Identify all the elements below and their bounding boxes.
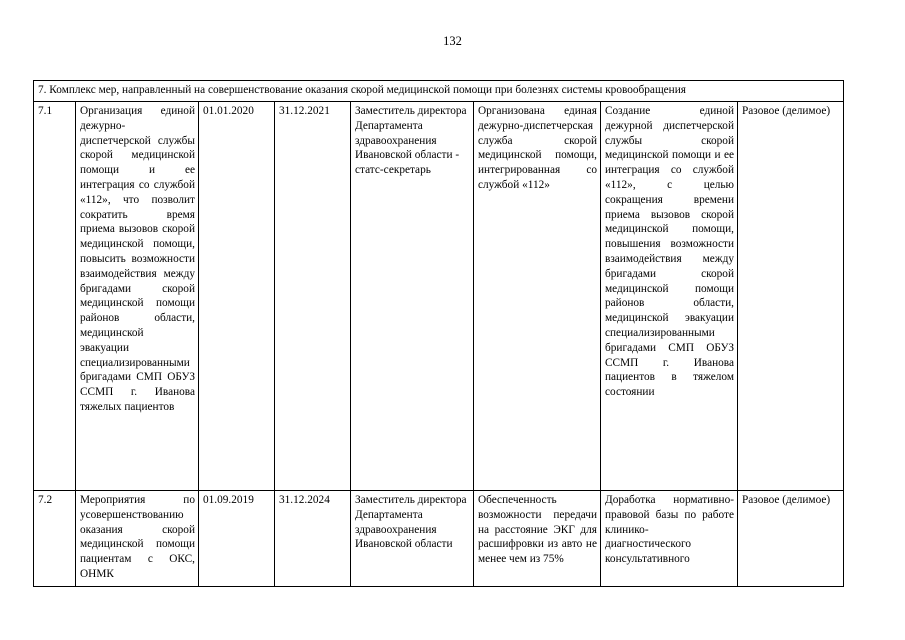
responsible-person: Заместитель директора Департамента здравоохранения Ивановской области (351, 491, 474, 587)
expected-result: Обеспеченность возможности передачи на расстояние ЭКГ для расшифровки из авто не менее чем из 75% (474, 491, 601, 587)
section-title: 7. Комплекс мер, направленный на совершенствование оказания скорой медицинской помощи при болезнях системы кровообращения (34, 81, 844, 102)
table-row (34, 102, 844, 491)
responsible-person: Заместитель директора Департамента здравоохранения Ивановской области - статс-секретарь (351, 102, 474, 491)
result-characteristic: Создание единой дежурной диспетчерской службы скорой медицинской помощи и ее интеграция со службой «112», с целью сокращения времени приема вызовов скорой медицинской помощи, повышения возможности взаимодействия между бригадами скорой медицинской помощи районов области, медицинской эвакуации специализированными бригадами СМП ОБУЗ ССМП г. Иванова пациентов в тяжелом состоянии (601, 102, 738, 491)
row-number: 7.2 (34, 491, 76, 587)
measure-type: Разовое (делимое) (738, 102, 844, 491)
table-row (34, 491, 844, 587)
result-characteristic: Доработка нормативно-правовой базы по работе клинико-диагностического консультативного (601, 491, 738, 587)
measure-name: Мероприятия по усовершенствованию оказания скорой медицинской помощи пациентам с ОКС, ОНМК (76, 491, 199, 587)
page-number: 132 (443, 34, 462, 48)
start-date: 01.01.2020 (199, 102, 275, 491)
end-date: 31.12.2024 (275, 491, 351, 587)
measure-name: Организация единой дежурно-диспетчерской службы скорой медицинской помощи и ее интеграция со службой «112», что позволит сократить время приема вызовов скорой медицинской помощи, повысить возможности взаимодействия между бригадами скорой медицинской помощи районов области, медицинской эвакуации специализированными бригадами СМП ОБУЗ ССМП г. Иванова тяжелых пациентов (76, 102, 199, 491)
section-header-row (34, 81, 844, 102)
end-date: 31.12.2021 (275, 102, 351, 491)
start-date: 01.09.2019 (199, 491, 275, 587)
action-plan-table (33, 80, 844, 587)
measure-type: Разовое (делимое) (738, 491, 844, 587)
expected-result: Организована единая дежурно-диспетчерская служба скорой медицинской помощи, интегрированная со службой «112» (474, 102, 601, 491)
row-number: 7.1 (34, 102, 76, 491)
